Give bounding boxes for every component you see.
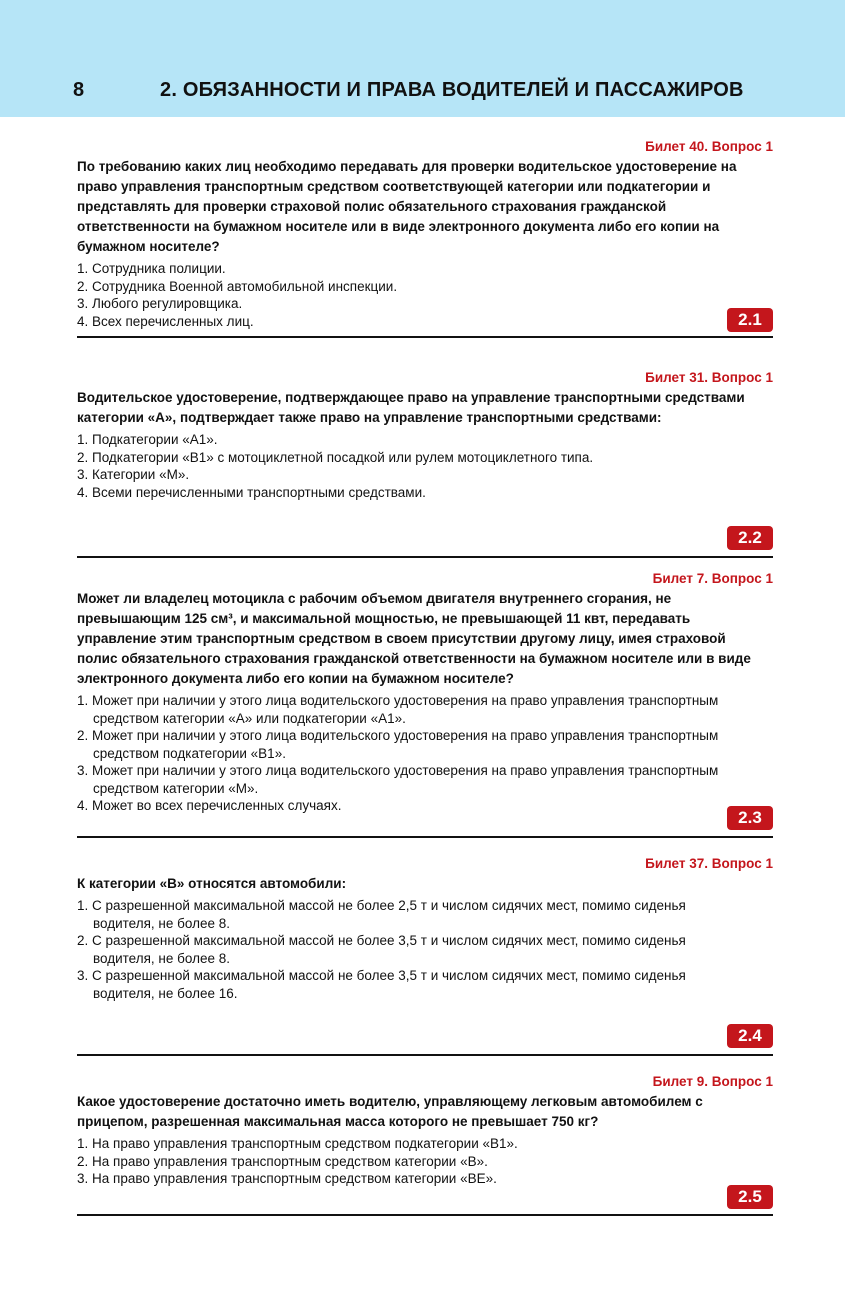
answer-list [77, 1135, 773, 1188]
answer-list [77, 897, 737, 1002]
answer-option: 3. Любого регулировщика. [77, 296, 243, 311]
answer-option: 3. Может при наличии у этого лица водительского удостоверения на право управления транспортным средством категории «М». [77, 763, 719, 796]
question-text: К категории «В» относятся автомобили: [77, 876, 347, 891]
answer-option: 1. Может при наличии у этого лица водительского удостоверения на право управления транспортным средством категории «А» или подкатегории «А1». [77, 693, 719, 726]
question-text: Какое удостоверение достаточно иметь водителю, управляющему легковым автомобилем с прицепом, разрешенная максимальная масса которого не превышает 750 кг? [77, 1094, 703, 1129]
answer-option: 2. С разрешенной максимальной массой не более 3,5 т и числом сидячих мест, помимо сиденья водителя, не более 8. [77, 933, 686, 966]
answer-option: 4. Всеми перечисленными транспортными средствами. [77, 484, 426, 500]
question-number-badge: 2.5 [727, 1185, 773, 1209]
question-number-badge: 2.4 [727, 1024, 773, 1048]
question-number-badge: 2.3 [727, 806, 773, 830]
question-text: Может ли владелец мотоцикла с рабочим объемом двигателя внутреннего сгорания, не превышающим 125 см³, и максимальной мощностью, не превышающей 11 квт, передавать управление этим транспортным средством в своем присутствии другому лицу, имея страховой полис обязательного страхования гражданской ответственности на бумажном носителе или в виде электронного документа либо его копии на бумажном носителе? [77, 591, 751, 686]
divider [77, 836, 773, 838]
question-text: По требованию каких лиц необходимо передавать для проверки водительское удостоверение на право управления транспортным средством соответствующей категории или подкатегории и представлять для проверки страховой полис обязательного страхования гражданской ответственности на бумажном носителе или в виде электронного документа либо его копии на бумажном носителе? [77, 159, 737, 254]
answer-option: 4. Может во всех перечисленных случаях. [77, 798, 342, 813]
answer-list [77, 260, 773, 330]
divider [77, 556, 773, 558]
answer-option: 3. На право управления транспортным средством категории «ВЕ». [77, 1171, 497, 1186]
ticket-label: Билет 40. Вопрос 1 [645, 139, 773, 154]
question-number-badge: 2.2 [727, 526, 773, 550]
answer-option: 4. Всех перечисленных лиц. [77, 313, 254, 329]
question-block-2-5 [77, 1073, 773, 1188]
answer-list [77, 692, 767, 815]
question-block-2-4 [77, 855, 773, 1002]
page-number: 8 [73, 79, 85, 101]
question-block-2-2 [77, 369, 773, 501]
answer-list [77, 431, 773, 501]
answer-option: 2. Сотрудника Военной автомобильной инспекции. [77, 278, 398, 294]
divider [77, 336, 773, 338]
ticket-label: Билет 9. Вопрос 1 [652, 1074, 773, 1089]
question-number-badge: 2.1 [727, 308, 773, 332]
question-block-2-3 [77, 570, 773, 815]
ticket-label: Билет 31. Вопрос 1 [645, 370, 773, 385]
ticket-label: Билет 37. Вопрос 1 [645, 856, 773, 871]
answer-option: 1. На право управления транспортным средством подкатегории «В1». [77, 1136, 518, 1151]
page-header [0, 0, 845, 117]
question-block-2-1 [77, 138, 773, 330]
answer-option: 2. На право управления транспортным средством категории «В». [77, 1153, 488, 1169]
answer-option: 3. Категории «М». [77, 467, 190, 482]
answer-option: 2. Может при наличии у этого лица водительского удостоверения на право управления транспортным средством подкатегории «В1». [77, 728, 719, 761]
divider [77, 1214, 773, 1216]
question-text: Водительское удостоверение, подтверждающее право на управление транспортными средствами категории «А», подтверждает также право на управление транспортными средствами: [77, 390, 745, 425]
chapter-title: 2. ОБЯЗАННОСТИ И ПРАВА ВОДИТЕЛЕЙ И ПАССАЖИРОВ [160, 79, 744, 101]
ticket-label: Билет 7. Вопрос 1 [652, 571, 773, 586]
answer-option: 1. Подкатегории «А1». [77, 432, 218, 447]
answer-option: 2. Подкатегории «В1» с мотоциклетной посадкой или рулем мотоциклетного типа. [77, 449, 594, 465]
answer-option: 1. Сотрудника полиции. [77, 261, 226, 276]
answer-option: 3. С разрешенной максимальной массой не более 3,5 т и числом сидячих мест, помимо сиденья водителя, не более 16. [77, 968, 686, 1001]
answer-option: 1. С разрешенной максимальной массой не более 2,5 т и числом сидячих мест, помимо сиденья водителя, не более 8. [77, 898, 686, 931]
divider [77, 1054, 773, 1056]
